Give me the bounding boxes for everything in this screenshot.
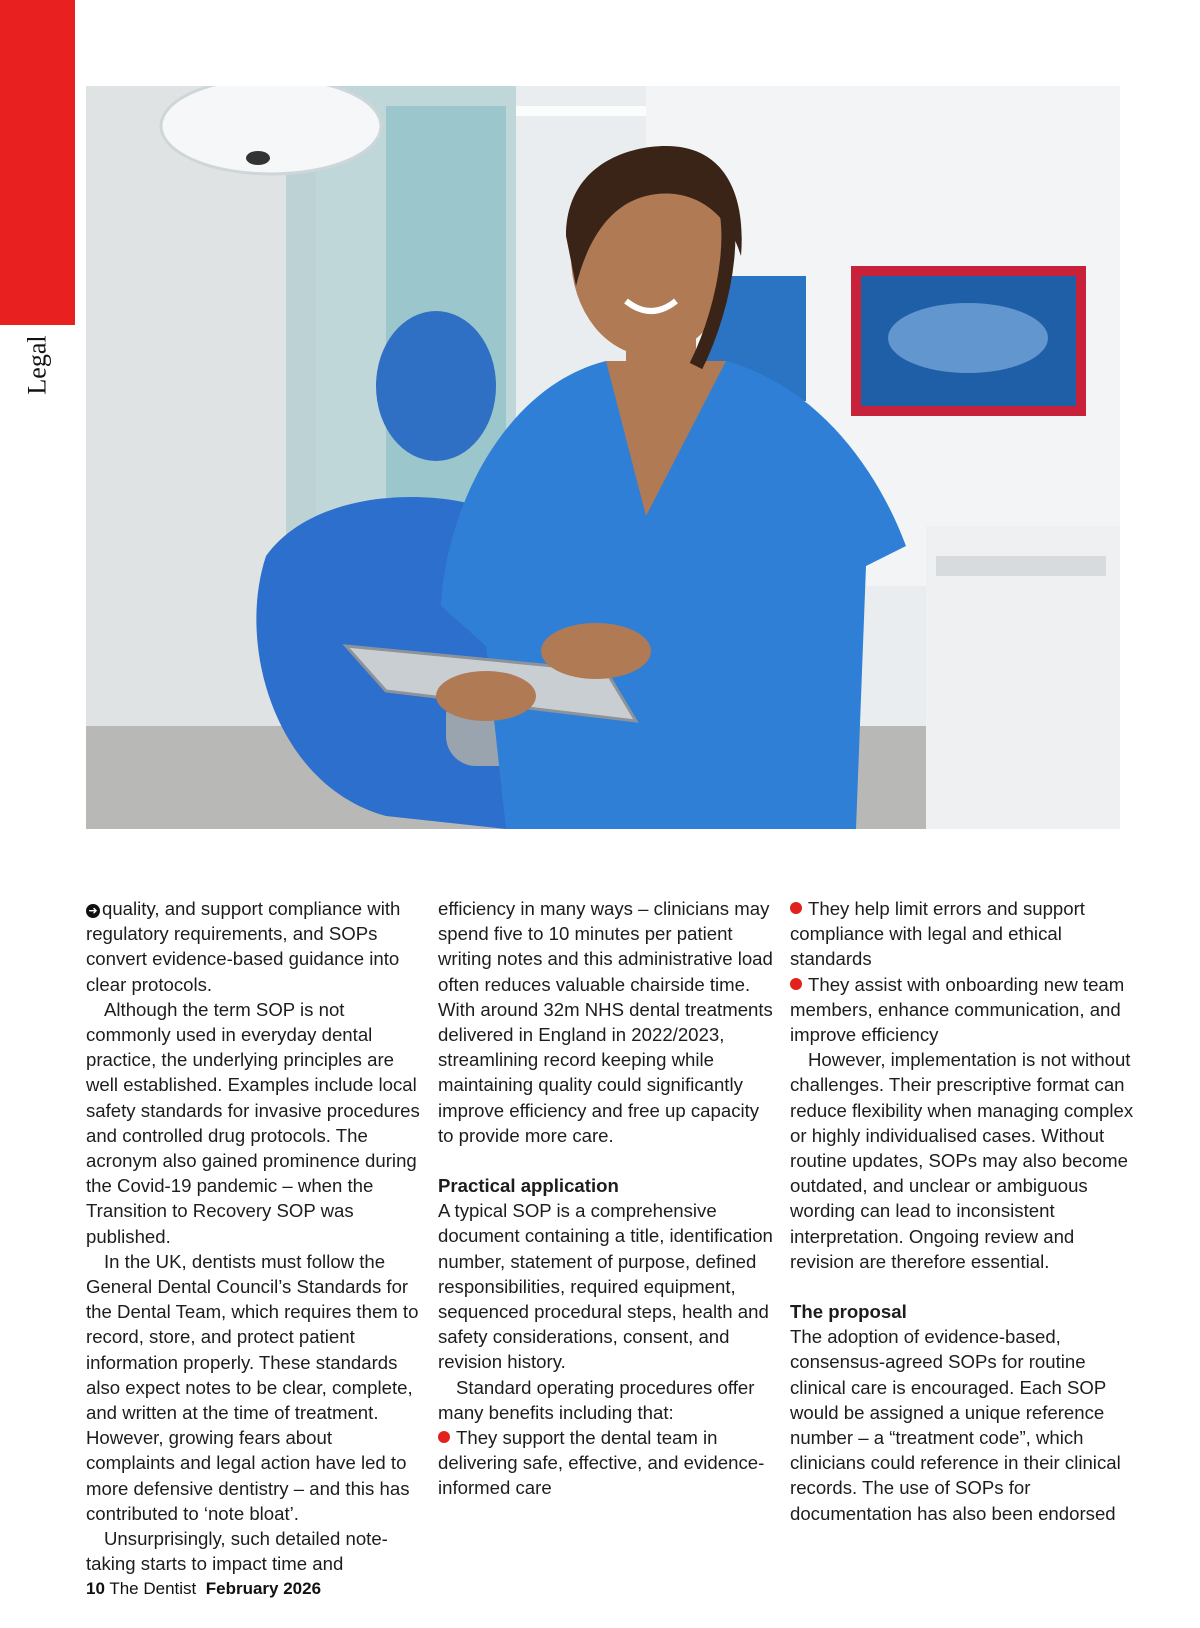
page-footer <box>86 1579 321 1599</box>
paragraph: The adoption of evidence-based, consensus-agreed SOPs for routine clinical care is encouraged. Each SOP would be assigned a unique reference number – a “treatment code”, which clinicians could reference in their clinical records. The use of SOPs for documentation has also been endorsed <box>790 1326 1121 1524</box>
publication-name: The Dentist <box>109 1579 197 1598</box>
bullet-item: They support the dental team in delivering safe, effective, and evidence-informed care <box>438 1427 765 1499</box>
bullet-icon <box>790 978 802 990</box>
article-column-1 <box>86 896 426 1576</box>
continued-arrow-icon: ➜ <box>86 904 100 918</box>
paragraph: efficiency in many ways – clinicians may spend five to 10 minutes per patient writing notes and this administrative load often reduces valuable chairside time. With around 32m NHS dental treatments delivered in England in 2022/2023, streamlining record keeping while maintaining quality could significantly improve efficiency and free up capacity to provide more care. <box>438 898 773 1146</box>
bullet-item: They help limit errors and support compliance with legal and ethical standards <box>790 898 1085 970</box>
bullet-icon <box>790 902 802 914</box>
paragraph: Unsurprisingly, such detailed note-taking starts to impact time and <box>86 1528 388 1575</box>
paragraph: Although the term SOP is not commonly used in everyday dental practice, the underlying principles are well established. Examples include local safety standards for invasive procedures and controlled drug protocols. The acronym also gained prominence during the Covid-19 pandemic – when the Transition to Recovery SOP was published. <box>86 998 420 1247</box>
bullet-item: They assist with onboarding new team members, enhance communication, and improve efficiency <box>790 973 1125 1046</box>
continued-paragraph: ➜ quality, and support compliance with regulatory requirements, and SOPs convert evidence-based guidance into clear protocols. <box>86 898 401 995</box>
section-color-tab <box>0 0 75 325</box>
article-column-2 <box>438 896 778 1501</box>
bullet-icon <box>438 1431 450 1443</box>
page-number: 10 <box>86 1579 105 1598</box>
article-photo <box>86 86 1120 829</box>
issue-date: February 2026 <box>205 1579 322 1598</box>
paragraph: In the UK, dentists must follow the General Dental Council’s Standards for the Dental Team, which requires them to record, store, and protect patient information properly. These standards also expect notes to be clear, complete, and written at the time of treatment. However, growing fears about complaints and legal action have led to more defensive dentistry – and this has contributed to ‘note bloat’. <box>86 1250 419 1524</box>
section-heading: The proposal <box>790 1301 907 1323</box>
paragraph: Standard operating procedures offer many benefits including that: <box>438 1376 755 1423</box>
paragraph: However, implementation is not without challenges. Their prescriptive format can reduce flexibility when managing complex or highly individualised cases. Without routine updates, SOPs may also become outdated, and unclear or ambiguous wording can lead to inconsistent interpretation. Ongoing review and revision are therefore essential. <box>790 1049 1134 1272</box>
article-column-3 <box>790 896 1135 1526</box>
paragraph: A typical SOP is a comprehensive document containing a title, identification number, statement of purpose, defined responsibilities, required equipment, sequenced procedural steps, health and safety considerations, consent, and revision history. <box>438 1200 773 1373</box>
section-heading: Practical application <box>438 1175 619 1197</box>
section-label: Legal <box>23 335 52 395</box>
